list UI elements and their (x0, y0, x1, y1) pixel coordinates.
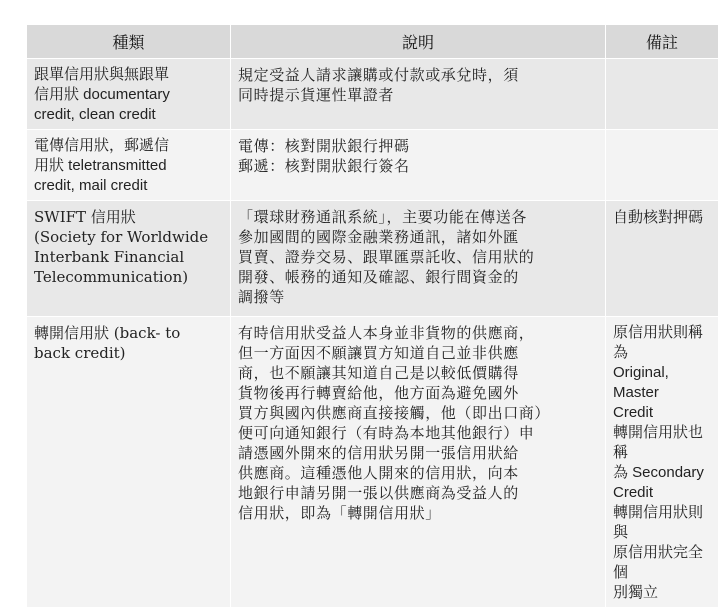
desc-line: 便可向通知銀行（有時為本地其他銀行）申 (238, 424, 535, 442)
left-margin (0, 0, 26, 540)
description-cell (231, 130, 606, 201)
type-line: back credit) (34, 344, 126, 362)
type-line: 用狀 teletransmitted (34, 157, 167, 174)
table-row (27, 59, 719, 130)
note-cell (606, 317, 719, 608)
type-line: Interbank Financial (34, 248, 185, 266)
type-line: SWIFT 信用狀 (34, 208, 136, 226)
note-line: 為 Secondary (613, 464, 704, 481)
note-line: Credit (613, 404, 654, 421)
desc-line: 同時提示貨運性單證者 (238, 86, 395, 104)
letter-of-credit-table (26, 24, 719, 608)
desc-line: 調撥等 (238, 288, 285, 306)
header-row (27, 25, 719, 59)
type-cell (27, 130, 231, 201)
type-cell (27, 317, 231, 608)
type-line: 跟單信用狀與無跟單 (34, 66, 170, 83)
note-cell: 自動核對押碼 (606, 201, 719, 317)
desc-line: 買賣、證券交易、跟單匯票託收、信用狀的 (238, 248, 535, 266)
header-type: 種類 (27, 25, 231, 59)
note-line: 轉開信用狀也稱 (613, 424, 704, 461)
note-line: 別獨立 (613, 584, 659, 601)
desc-line: 「環球財務通訊系統」，主要功能在傳送各 (238, 208, 527, 226)
note-cell (606, 59, 719, 130)
note-line: 原信用狀則稱為 (613, 324, 704, 361)
desc-line: 貨物後再行轉賣給他，他方面為避免國外 (238, 384, 519, 402)
desc-line: 買方與國內供應商直接接觸，他（即出口商） (238, 404, 551, 422)
description-cell (231, 201, 606, 317)
note-line: Original, Master (613, 364, 669, 401)
type-cell (27, 201, 231, 317)
desc-line: 信用狀，即為「轉開信用狀」 (238, 504, 441, 522)
desc-line: 供應商。這種憑他人開來的信用狀，向本 (238, 464, 519, 482)
description-cell (231, 317, 606, 608)
desc-line: 郵遞：核對開狀銀行簽名 (238, 157, 410, 175)
table-row (27, 201, 719, 317)
desc-line: 規定受益人請求讓購或付款或承兌時，須 (238, 66, 519, 84)
type-line: (Society for Worldwide (34, 228, 209, 246)
type-line: 信用狀 documentary (34, 86, 170, 103)
note-line: Credit (613, 484, 654, 501)
desc-line: 地銀行申請另開一張以供應商為受益人的 (238, 484, 519, 502)
header-note: 備註 (606, 25, 719, 59)
desc-line: 商，也不願讓其知道自己是以較低價購得 (238, 364, 519, 382)
type-line: 電傳信用狀，郵遞信 (34, 137, 170, 154)
desc-line: 電傳：核對開狀銀行押碼 (238, 137, 410, 155)
desc-line: 有時信用狀受益人本身並非貨物的供應商， (238, 324, 535, 342)
type-cell (27, 59, 231, 130)
type-line: 轉開信用狀 (back- to (34, 324, 181, 342)
table-row (27, 130, 719, 201)
desc-line: 但一方面因不願讓買方知道自己並非供應 (238, 344, 519, 362)
note-cell (606, 130, 719, 201)
type-line: Telecommunication) (34, 268, 189, 286)
desc-line: 開發、帳務的通知及確認、銀行間資金的 (238, 268, 519, 286)
desc-line: 參加國間的國際金融業務通訊，諸如外匯 (238, 228, 519, 246)
description-cell (231, 59, 606, 130)
table-row (27, 317, 719, 608)
desc-line: 請憑國外開來的信用狀另開一張信用狀給 (238, 444, 519, 462)
type-line: credit, clean credit (34, 106, 156, 123)
note-line: 轉開信用狀則與 (613, 504, 704, 541)
header-description: 說明 (231, 25, 606, 59)
note-line: 原信用狀完全個 (613, 544, 704, 581)
type-line: credit, mail credit (34, 177, 148, 194)
